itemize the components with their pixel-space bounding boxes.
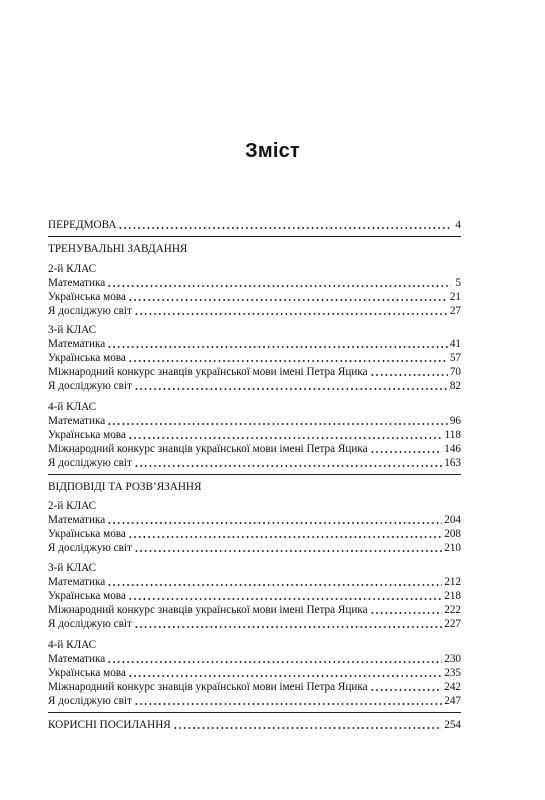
section-divider xyxy=(48,712,461,713)
toc-page-number: 230 xyxy=(444,653,461,665)
toc-entry-label: Українська мова xyxy=(48,291,126,303)
leader-dots xyxy=(118,227,451,229)
toc-entry[interactable] xyxy=(48,617,461,631)
grade-heading: 2-й КЛАС xyxy=(48,263,97,275)
toc-entry-label: Українська мова xyxy=(48,667,126,679)
toc-entry-links[interactable] xyxy=(48,718,461,732)
toc-entry[interactable] xyxy=(48,276,461,290)
toc-entry[interactable] xyxy=(48,666,461,680)
leader-dots xyxy=(134,388,448,390)
toc-entry-label: Математика xyxy=(48,415,106,427)
grade-heading: 4-й КЛАС xyxy=(48,401,97,413)
toc-entry-label: Українська мова xyxy=(48,352,126,364)
toc-entry[interactable] xyxy=(48,589,461,603)
toc-entry[interactable] xyxy=(48,680,461,694)
toc-page-number: 96 xyxy=(449,415,461,427)
toc-entry-label: КОРИСНІ ПОСИЛАННЯ xyxy=(48,719,171,731)
leader-dots xyxy=(134,550,442,552)
toc-page-number: 118 xyxy=(444,429,461,441)
toc-entry[interactable] xyxy=(48,575,461,589)
toc-page-number: 4 xyxy=(455,219,461,231)
leader-dots xyxy=(134,465,442,467)
toc-page-number: 21 xyxy=(449,291,461,303)
leader-dots xyxy=(107,661,442,663)
leader-dots xyxy=(107,285,451,287)
section-divider xyxy=(48,474,461,475)
toc-entry-label: Міжнародний конкурс знавців української мови імені Петра Яцика xyxy=(48,604,368,616)
toc-page-number: 70 xyxy=(449,366,461,378)
toc-entry[interactable] xyxy=(48,365,461,379)
leader-dots xyxy=(107,423,448,425)
leader-dots xyxy=(370,612,443,614)
toc-entry-label: Міжнародний конкурс знавців української мови імені Петра Яцика xyxy=(48,366,368,378)
leader-dots xyxy=(128,360,448,362)
toc-entry-label: Українська мова xyxy=(48,429,126,441)
toc-entry-label: Українська мова xyxy=(48,528,126,540)
toc-entry-label: Я досліджую світ xyxy=(48,380,132,392)
leader-dots xyxy=(134,703,442,705)
toc-entry-label: Я досліджую світ xyxy=(48,695,132,707)
toc-entry[interactable] xyxy=(48,351,461,365)
grade-heading: 3-й КЛАС xyxy=(48,562,97,574)
leader-dots xyxy=(128,299,448,301)
toc-entry[interactable] xyxy=(48,456,461,470)
toc-page-number: 227 xyxy=(444,618,461,630)
toc-entry[interactable] xyxy=(48,337,461,351)
toc-entry-label: Міжнародний конкурс знавців української мови імені Петра Яцика xyxy=(48,681,368,693)
leader-dots xyxy=(107,522,442,524)
leader-dots xyxy=(370,689,443,691)
leader-dots xyxy=(107,584,442,586)
leader-dots xyxy=(128,437,443,439)
toc-entry-label: Я досліджую світ xyxy=(48,618,132,630)
toc-entry[interactable] xyxy=(48,652,461,666)
toc-entry-label: Математика xyxy=(48,338,106,350)
leader-dots xyxy=(134,626,442,628)
toc-page-number: 204 xyxy=(444,514,461,526)
toc-entry-label: Я досліджую світ xyxy=(48,542,132,554)
toc-entry[interactable] xyxy=(48,603,461,617)
toc-page-number: 218 xyxy=(444,590,461,602)
toc-page-number: 235 xyxy=(444,667,461,679)
leader-dots xyxy=(370,451,443,453)
section-title-training: ТРЕНУВАЛЬНІ ЗАВДАННЯ xyxy=(48,243,188,255)
section-divider xyxy=(48,236,461,237)
leader-dots xyxy=(173,727,442,729)
toc-page-number: 146 xyxy=(444,443,461,455)
toc-page-number: 254 xyxy=(444,719,461,731)
toc-entry[interactable] xyxy=(48,379,461,393)
grade-heading: 4-й КЛАС xyxy=(48,639,97,651)
leader-dots xyxy=(370,374,448,376)
grade-heading: 2-й КЛАС xyxy=(48,500,97,512)
toc-entry-label: Українська мова xyxy=(48,590,126,602)
toc-page-number: 212 xyxy=(444,576,461,588)
toc-page-number: 5 xyxy=(455,277,461,289)
toc-page-number: 41 xyxy=(449,338,461,350)
toc-entry[interactable] xyxy=(48,694,461,708)
toc-page-number: 222 xyxy=(444,604,461,616)
toc-entry[interactable] xyxy=(48,428,461,442)
toc-entry[interactable] xyxy=(48,414,461,428)
toc-entry-label: Міжнародний конкурс знавців української мови імені Петра Яцика xyxy=(48,443,368,455)
leader-dots xyxy=(107,346,448,348)
toc-entry[interactable] xyxy=(48,541,461,555)
toc-page-number: 242 xyxy=(444,681,461,693)
leader-dots xyxy=(134,313,448,315)
toc-entry-label: Математика xyxy=(48,576,106,588)
toc-page-number: 82 xyxy=(449,380,461,392)
leader-dots xyxy=(128,675,442,677)
page-title: Зміст xyxy=(245,140,300,162)
leader-dots xyxy=(128,598,442,600)
toc-page-number: 247 xyxy=(444,695,461,707)
toc-entry[interactable] xyxy=(48,290,461,304)
leader-dots xyxy=(128,536,442,538)
toc-page-number: 210 xyxy=(444,542,461,554)
toc-entry[interactable] xyxy=(48,304,461,318)
toc-page-number: 208 xyxy=(444,528,461,540)
grade-heading: 3-й КЛАС xyxy=(48,324,97,336)
toc-entry-label: ПЕРЕДМОВА xyxy=(48,219,117,231)
toc-page-number: 163 xyxy=(444,457,461,469)
toc-entry-label: Я досліджую світ xyxy=(48,305,132,317)
toc-entry-preface[interactable] xyxy=(48,218,461,232)
toc-entry[interactable] xyxy=(48,513,461,527)
toc-entry[interactable] xyxy=(48,527,461,541)
toc-page-number: 57 xyxy=(449,352,461,364)
toc-entry-label: Математика xyxy=(48,277,106,289)
toc-entry[interactable] xyxy=(48,442,461,456)
section-title-answers: ВІДПОВІДІ ТА РОЗВ’ЯЗАННЯ xyxy=(48,481,202,493)
toc-entry-label: Математика xyxy=(48,653,106,665)
toc-entry-label: Математика xyxy=(48,514,106,526)
toc-page-number: 27 xyxy=(449,305,461,317)
toc-entry-label: Я досліджую світ xyxy=(48,457,132,469)
